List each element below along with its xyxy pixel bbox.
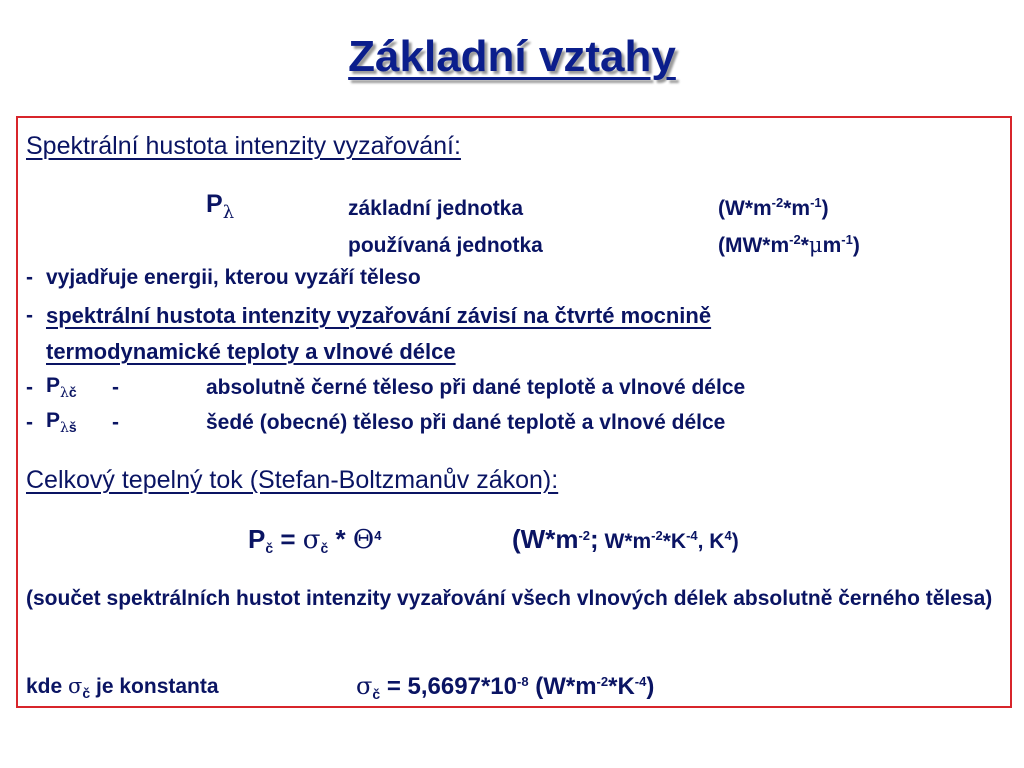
unit-row-used-label: používaná jednotka <box>348 234 543 257</box>
page-title: Základní vztahy <box>348 32 676 81</box>
formula-note: (součet spektrálních hustot intenzity vyzařování všech vlnových délek absolutně černého tělesa) <box>26 587 993 610</box>
bullet-dash: - <box>26 411 33 434</box>
unit-row-basic-label: základní jednotka <box>348 197 524 220</box>
bullet-dash: - <box>26 376 33 399</box>
formula-units: ($W*m^{-2}$; $W*m^{-2}*K^{-4}$, $K^4$) <box>512 524 739 554</box>
bullet-energy: vyjadřuje energii, kterou vyzáří těleso <box>46 266 421 289</box>
constant-intro: kde $\sigma_č$ je konstanta <box>26 674 219 701</box>
p-lambda-grey-symbol: $P_{\lambda š}$ <box>46 409 77 436</box>
bullet-dash: - <box>26 266 33 289</box>
section-heading-stefan-boltzmann: Celkový tepelný tok (Stefan-Boltzmanův zákon): <box>26 466 559 494</box>
bullet-dependency-line2: termodynamické teploty a vlnové délce <box>46 339 456 364</box>
bullet-dash: - <box>26 304 33 327</box>
section-heading-spectral: Spektrální hustota intenzity vyzařování: <box>26 132 461 160</box>
bullet-grey-body: šedé (obecné) těleso při dané teplotě a vlnové délce <box>206 411 726 434</box>
stefan-boltzmann-formula: $P_č = \sigma_č * \Theta^4$ <box>248 524 382 556</box>
bullet-separator: - <box>112 411 119 434</box>
bullet-black-body: absolutně černé těleso při dané teplotě a vlnové délce <box>206 376 746 399</box>
bullet-dependency-line1: spektrální hustota intenzity vyzařování závisí na čtvrté mocnině <box>46 303 712 328</box>
unit-row-basic-value: $(W*m^{-2}*m^{-1})$ <box>718 195 829 220</box>
bullet-separator: - <box>112 376 119 399</box>
p-lambda-black-symbol: $P_{\lambda č}$ <box>46 374 77 401</box>
p-lambda-symbol: $P_\lambda$ <box>206 190 235 223</box>
unit-row-used-value: $(MW*m^{-2}*\mu m^{-1})$ <box>718 232 860 257</box>
constant-value: $\sigma_č = 5,6697*10^{-8}$ $(W*m^{-2}*K^{-4})$ <box>356 672 655 702</box>
